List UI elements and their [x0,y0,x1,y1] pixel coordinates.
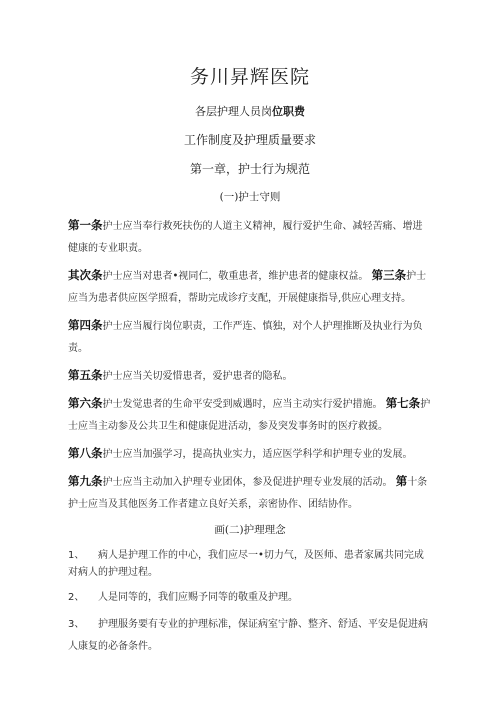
article-paragraph-7 [68,470,432,516]
article-label: 第七条 [385,396,421,410]
subtitle [68,103,432,119]
article-paragraph-3 [68,314,432,360]
article-label: 第九条 [68,474,103,488]
article-label: 第 [395,474,408,488]
heading-work-rules: 工作制度及护理质量要求 [183,133,316,147]
item-text: 人是同等的，我们应赐予同等的敬重及护理。 [98,592,298,603]
article-text: 护士发觉患者的生命平安受到威遇时，应当主动实行爱护措施。 [102,399,383,410]
article-paragraph-6 [68,442,432,466]
item-number: 3、 [68,619,85,630]
article-paragraph-5 [68,392,432,438]
hospital-title: 务川昇辉医院 [189,66,310,88]
article-paragraph-1 [68,214,432,260]
item-number: 1、 [68,550,85,561]
article-text: 十条护士应当及其他医务工作者建立良好关系，亲密协作、团结协作。 [68,477,428,510]
list-item [68,547,432,581]
item-text: 病人是护理工作的中心，我们应尽一•切力气，及医师、患者家属共同完成对病人的护理过程。 [68,550,424,578]
subtitle-text: 各层护理人员岗 [195,105,272,118]
article-text: 护士应当关切爱惜患者，爱护患者的隐私。 [102,371,293,382]
article-text: 护士应当履行岗位职责，工作严连、慎独，对个人护理推断及执业行为负责。 [68,321,423,354]
article-text: 护士应当主动加入护理专业团体，参及促进护理专业发展的活动。 [102,477,393,488]
article-text: 护士应当主动参及公共卫生和健康促进活动，参及突发事务时的医疗救援。 [68,399,431,432]
article-paragraph-4 [68,364,432,388]
item-number: 2、 [68,592,85,603]
list-item [68,589,432,606]
heading-chapter-1: 第一章，护士行为规范 [189,162,310,176]
subtitle-bold-text: 位职费 [272,105,305,118]
section-nursing-philosophy: 画(二)护理理念 [214,524,286,536]
article-label: 第四条 [68,318,103,332]
section-nurse-code: (一)护士守则 [219,191,281,203]
article-label: 第一条 [68,218,103,232]
article-text: 护士应当加强学习，提高执业实力，适应医学科学和护理专业的发展。 [102,449,413,460]
article-label: 第五条 [68,368,103,382]
list-item [68,614,432,658]
item-text: 护理服务要有专业的护理标准，保证病室宁静、整齐、舒适、平安是促进病人康复的必备条件。 [68,619,428,652]
article-label: 其次条 [68,268,103,282]
article-label: 第三条 [371,268,407,282]
article-label: 第八条 [68,446,103,460]
article-text: 护士应当为患者供应医学照看，帮助完成诊疗支配，开展健康指导,供应心理支持。 [68,271,427,304]
article-label: 第六条 [68,396,103,410]
article-text: 护士应当对患者•视同仁，敬重患者，维护患者的健康权益。 [102,271,369,282]
article-paragraph-2 [68,264,432,310]
article-text: 护士应当奉行救死扶伤的人道主义精神，履行爱护生命、减轻苦痛、增进健康的专业职责。 [68,221,423,254]
